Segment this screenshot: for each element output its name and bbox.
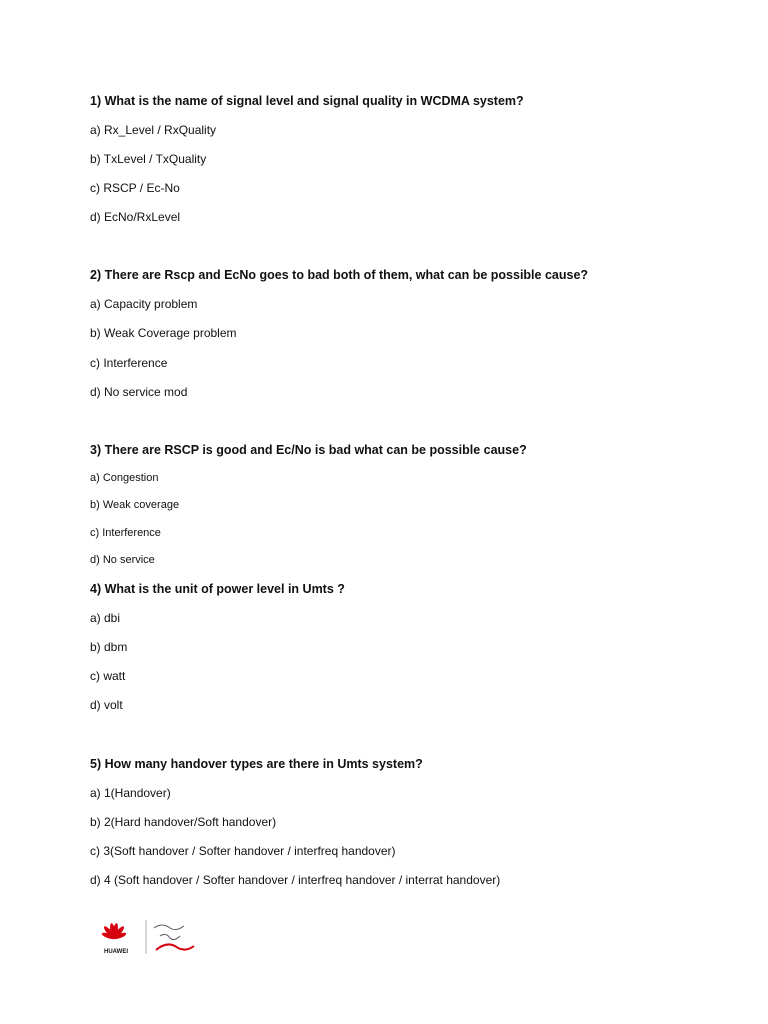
question-text: There are RSCP is good and Ec/No is bad what can be possible cause? (104, 443, 527, 457)
option-d: d) No service mod (90, 385, 188, 399)
question-1 (90, 94, 524, 108)
option-d: d) volt (90, 698, 123, 712)
option-b: b) Weak Coverage problem (90, 326, 237, 340)
option-d: d) No service (90, 554, 155, 566)
option-d: d) 4 (Soft handover / Softer handover / interfreq handover / interrat handover) (90, 873, 501, 887)
question-number: 1) (90, 94, 102, 108)
option-b: b) 2(Hard handover/Soft handover) (90, 815, 277, 829)
option-c: c) 3(Soft handover / Softer handover / interfreq handover) (90, 844, 396, 858)
option-c: c) Interference (90, 527, 161, 539)
question-number: 5) (90, 757, 102, 771)
brand-label: HUAWEI (104, 949, 128, 955)
question-5 (90, 757, 423, 771)
question-number: 2) (90, 268, 102, 282)
question-text: How many handover types are there in Umts system? (104, 757, 423, 771)
question-4 (90, 582, 345, 596)
option-a: a) Congestion (90, 472, 159, 484)
option-a: a) 1(Handover) (90, 786, 171, 800)
option-c: c) watt (90, 669, 126, 683)
question-2 (90, 268, 588, 282)
question-text: What is the unit of power level in Umts ? (104, 582, 345, 596)
option-c: c) Interference (90, 356, 168, 370)
option-a: a) Rx_Level / RxQuality (90, 123, 217, 137)
option-d: d) EcNo/RxLevel (90, 210, 181, 224)
question-number: 4) (90, 582, 102, 596)
option-a: a) dbi (90, 611, 121, 625)
question-number: 3) (90, 443, 102, 457)
option-c: c) RSCP / Ec-No (90, 181, 180, 195)
option-a: a) Capacity problem (90, 297, 198, 311)
option-b: b) Weak coverage (90, 499, 180, 511)
question-3 (90, 443, 527, 457)
huawei-logo (96, 918, 206, 958)
option-b: b) dbm (90, 640, 128, 654)
question-text: There are Rscp and EcNo goes to bad both of them, what can be possible cause? (104, 268, 589, 282)
question-text: What is the name of signal level and signal quality in WCDMA system? (104, 94, 524, 108)
option-b: b) TxLevel / TxQuality (90, 152, 207, 166)
